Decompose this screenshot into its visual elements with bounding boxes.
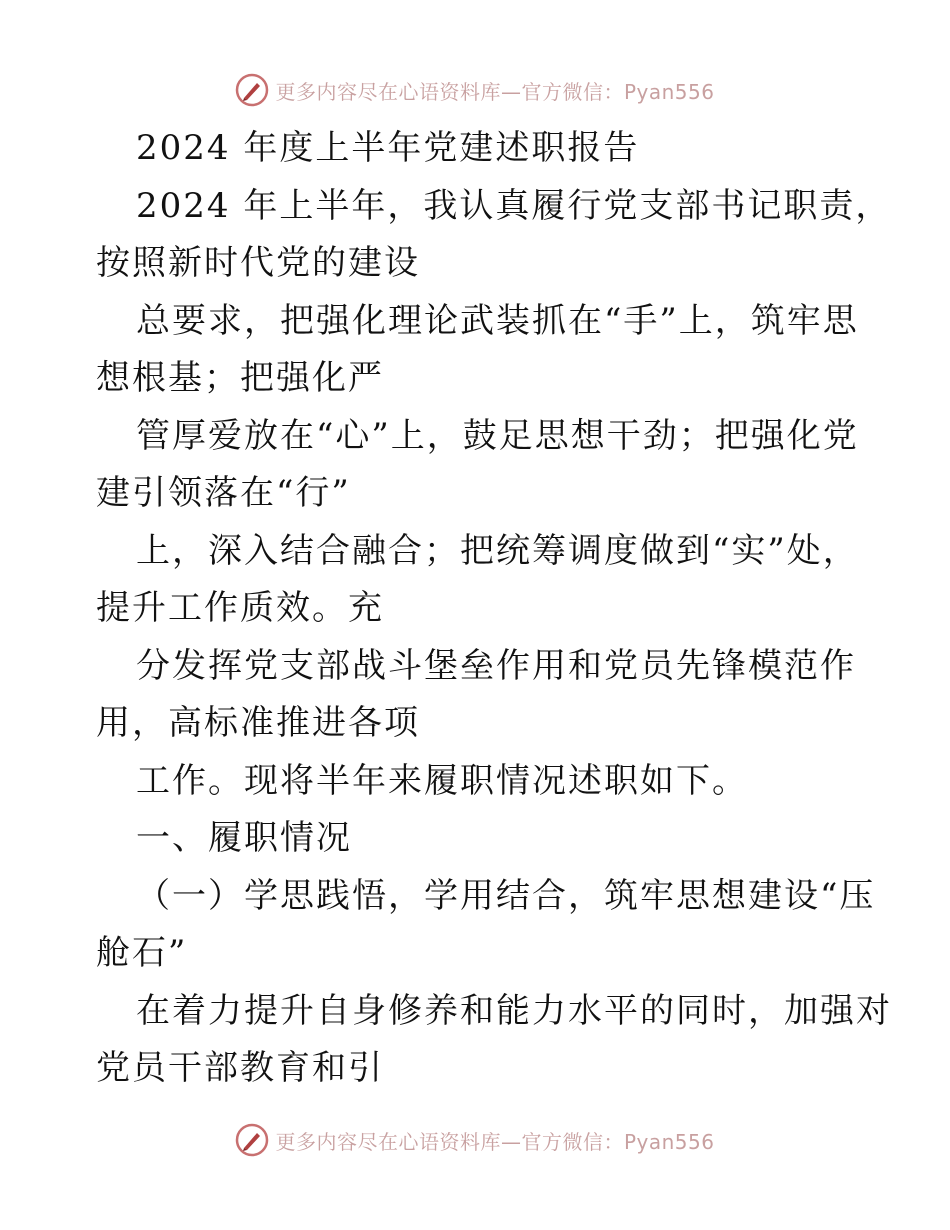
pen-logo-icon xyxy=(235,1123,269,1157)
subsection-heading-continued: 舱石” xyxy=(96,933,188,973)
paragraph-line: 上，深入结合融合；把统筹调度做到“实”处， xyxy=(136,530,859,571)
paragraph-line: 党员干部教育和引 xyxy=(96,1048,384,1088)
document-body xyxy=(96,120,892,1098)
section-heading: 一、履职情况 xyxy=(136,818,352,858)
header-watermark xyxy=(0,68,950,112)
watermark-text: 更多内容尽在心语资料库—官方微信：Pyan556 xyxy=(275,1129,715,1154)
paragraph-line: 总要求，把强化理论武装抓在“手”上，筑牢思 xyxy=(136,300,859,341)
paragraph-line: 工作。现将半年来履职情况述职如下。 xyxy=(136,760,748,801)
footer-watermark xyxy=(0,1118,950,1162)
paragraph-line: 用，高标准推进各项 xyxy=(96,703,420,743)
document-title: 2024 年度上半年党建述职报告 xyxy=(136,128,640,168)
subsection-heading: （一）学思践悟，学用结合，筑牢思想建设“压 xyxy=(136,875,876,916)
paragraph-line: 想根基；把强化严 xyxy=(96,358,384,398)
paragraph-line: 按照新时代党的建设 xyxy=(96,243,420,283)
paragraph-line: 提升工作质效。充 xyxy=(96,588,384,628)
paragraph-line: 建引领落在“行” xyxy=(96,473,351,513)
pen-logo-icon xyxy=(235,73,269,107)
paragraph-line: 在着力提升自身修养和能力水平的同时，加强对 xyxy=(136,990,892,1031)
paragraph-line: 2024 年上半年，我认真履行党支部书记职责， xyxy=(136,185,892,226)
paragraph-line: 分发挥党支部战斗堡垒作用和党员先锋模范作 xyxy=(136,645,856,686)
watermark-text: 更多内容尽在心语资料库—官方微信：Pyan556 xyxy=(275,79,715,104)
paragraph-line: 管厚爱放在“心”上，鼓足思想干劲；把强化党 xyxy=(136,415,859,456)
